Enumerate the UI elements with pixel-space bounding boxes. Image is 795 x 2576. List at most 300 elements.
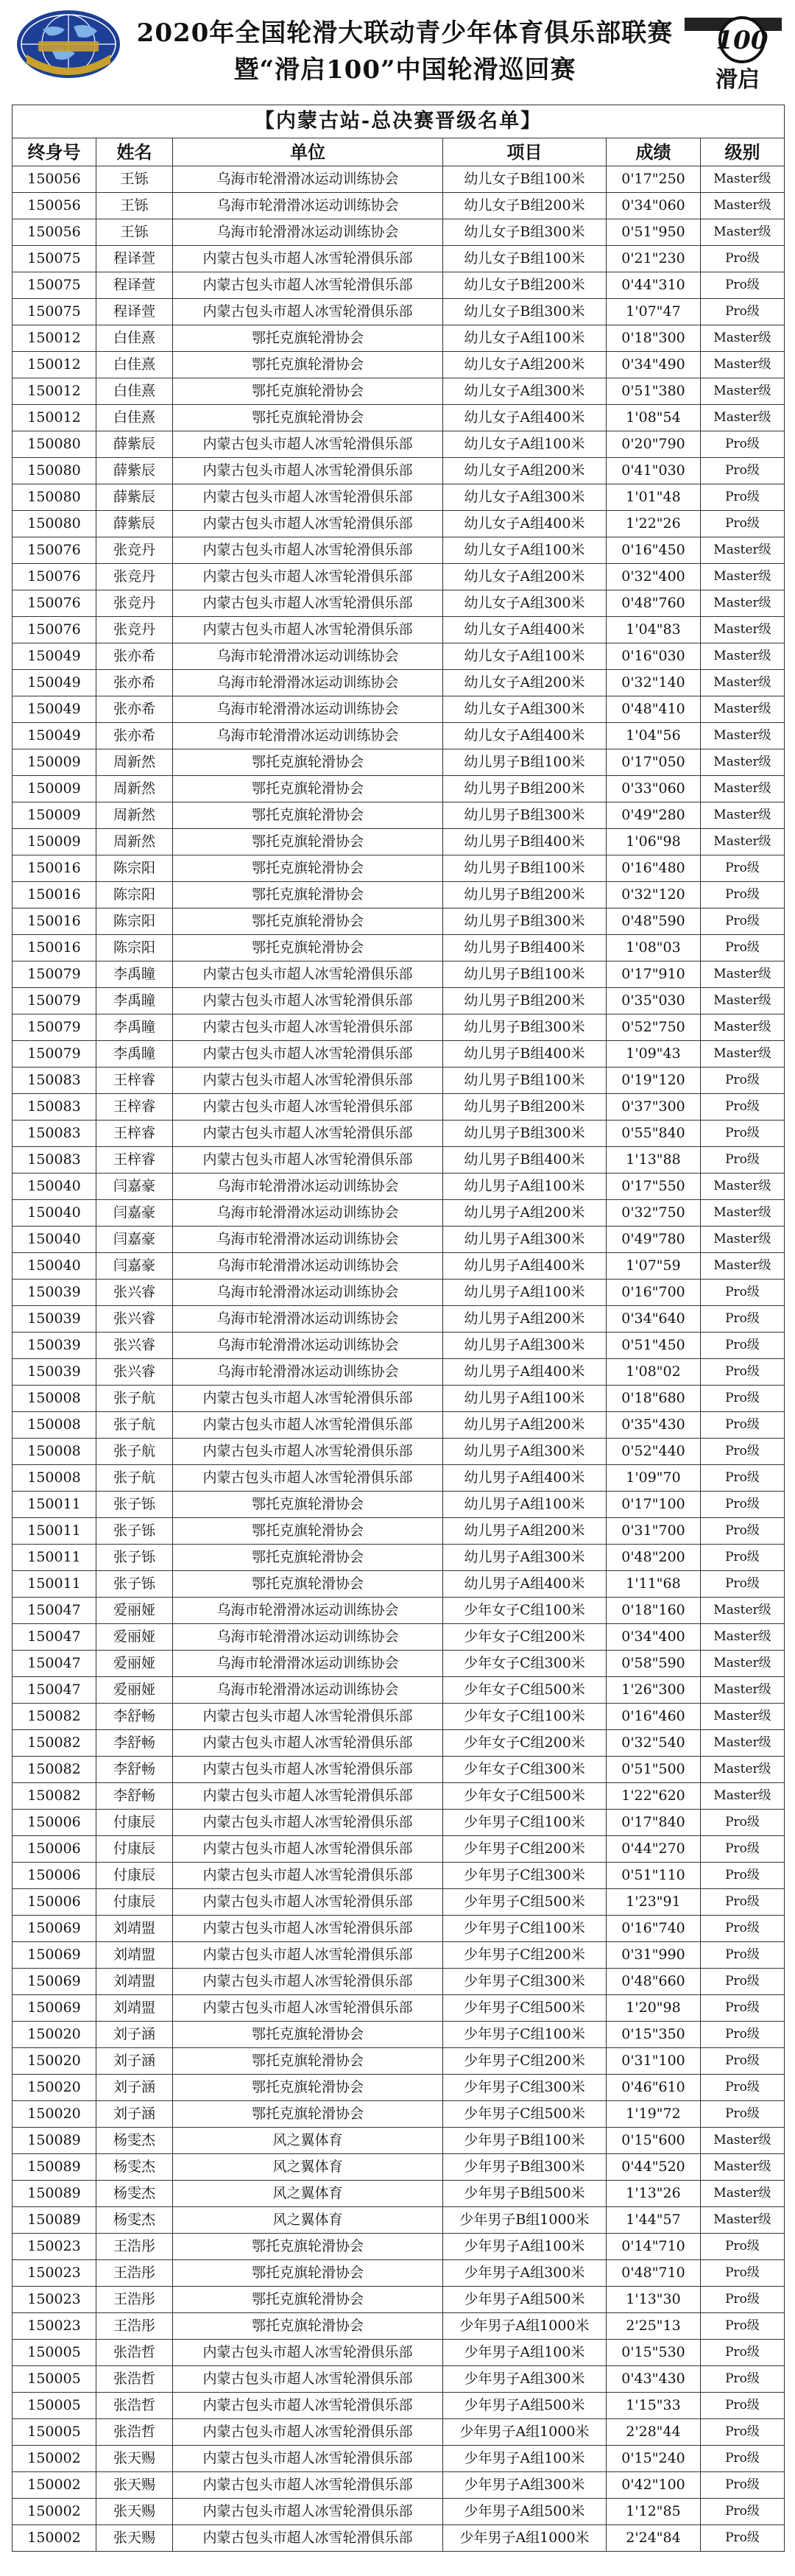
table-row xyxy=(13,2075,785,2101)
cell-level: Pro级 xyxy=(701,1995,785,2022)
cell-unit: 鄂托克旗轮滑协会 xyxy=(173,2260,443,2287)
cell-id: 150012 xyxy=(13,405,96,431)
cell-result: 0'44"310 xyxy=(607,272,701,299)
cell-name: 张竞丹 xyxy=(96,564,173,590)
cell-id: 150089 xyxy=(13,2207,96,2234)
cell-unit: 乌海市轮滑滑冰运动训练协会 xyxy=(173,193,443,219)
table-row xyxy=(13,1306,785,1333)
cell-id: 150079 xyxy=(13,961,96,988)
cell-id: 150011 xyxy=(13,1492,96,1518)
cell-result: 1'06"98 xyxy=(607,829,701,855)
cell-event: 幼儿女子A组400米 xyxy=(443,405,607,431)
cell-unit: 内蒙古包头市超人冰雪轮滑俱乐部 xyxy=(173,961,443,988)
cell-name: 李舒畅 xyxy=(96,1730,173,1757)
cell-id: 150008 xyxy=(13,1465,96,1492)
table-row xyxy=(13,1041,785,1068)
cell-result: 2'25"13 xyxy=(607,2313,701,2340)
cell-level: Master级 xyxy=(701,696,785,723)
cell-name: 付康辰 xyxy=(96,1836,173,1863)
cell-id: 150005 xyxy=(13,2393,96,2419)
cell-name: 张天赐 xyxy=(96,2525,173,2552)
cell-id: 150040 xyxy=(13,1174,96,1200)
cell-id: 150006 xyxy=(13,1889,96,1916)
cell-name: 张亦希 xyxy=(96,696,173,723)
table-row xyxy=(13,1783,785,1810)
table-row xyxy=(13,935,785,961)
cell-event: 少年男子C组100米 xyxy=(443,2022,607,2048)
cell-id: 150056 xyxy=(13,166,96,193)
cell-event: 少年男子A组1000米 xyxy=(443,2313,607,2340)
cell-name: 王浩彤 xyxy=(96,2234,173,2260)
cell-result: 0'19"120 xyxy=(607,1068,701,1094)
cell-id: 150056 xyxy=(13,219,96,246)
cell-name: 李禹瞳 xyxy=(96,1014,173,1041)
cell-id: 150069 xyxy=(13,1969,96,1995)
cell-id: 150002 xyxy=(13,2472,96,2499)
cell-result: 0'32"750 xyxy=(607,1200,701,1227)
cell-unit: 乌海市轮滑滑冰运动训练协会 xyxy=(173,1306,443,1333)
cell-id: 150083 xyxy=(13,1121,96,1147)
cell-name: 白佳熹 xyxy=(96,378,173,405)
cell-unit: 内蒙古包头市超人冰雪轮滑俱乐部 xyxy=(173,2525,443,2552)
cell-name: 张亦希 xyxy=(96,643,173,670)
table-row xyxy=(13,1253,785,1280)
cell-unit: 鄂托克旗轮滑协会 xyxy=(173,1545,443,1571)
cell-id: 150080 xyxy=(13,431,96,458)
cell-id: 150075 xyxy=(13,246,96,272)
cell-result: 0'31"100 xyxy=(607,2048,701,2075)
cell-event: 幼儿女子A组200米 xyxy=(443,352,607,378)
cell-unit: 内蒙古包头市超人冰雪轮滑俱乐部 xyxy=(173,2499,443,2525)
cell-result: 0'49"780 xyxy=(607,1227,701,1253)
cell-unit: 内蒙古包头市超人冰雪轮滑俱乐部 xyxy=(173,1068,443,1094)
table-row xyxy=(13,670,785,696)
cell-name: 王梓睿 xyxy=(96,1094,173,1121)
cell-id: 150006 xyxy=(13,1863,96,1889)
cell-level: Pro级 xyxy=(701,1916,785,1942)
cell-event: 幼儿男子B组200米 xyxy=(443,882,607,908)
cell-event: 幼儿女子A组200米 xyxy=(443,458,607,484)
cell-result: 1'11"68 xyxy=(607,1571,701,1598)
table-row xyxy=(13,2181,785,2207)
cell-result: 1'04"56 xyxy=(607,723,701,749)
cell-name: 张亦希 xyxy=(96,723,173,749)
cell-id: 150016 xyxy=(13,855,96,882)
cell-level: Pro级 xyxy=(701,1147,785,1174)
cell-event: 少年男子C组500米 xyxy=(443,1889,607,1916)
cell-event: 幼儿男子A组400米 xyxy=(443,1253,607,1280)
cell-result: 1'01"48 xyxy=(607,484,701,511)
cell-level: Pro级 xyxy=(701,2525,785,2552)
cell-level: Pro级 xyxy=(701,2472,785,2499)
cell-event: 少年男子C组200米 xyxy=(443,1836,607,1863)
cell-id: 150080 xyxy=(13,484,96,511)
table-row xyxy=(13,1624,785,1651)
cell-name: 张子铄 xyxy=(96,1518,173,1545)
cell-result: 0'35"430 xyxy=(607,1412,701,1439)
cell-level: Master级 xyxy=(701,643,785,670)
cell-event: 少年女子C组500米 xyxy=(443,1677,607,1704)
table-row xyxy=(13,1757,785,1783)
cell-result: 0'52"440 xyxy=(607,1439,701,1465)
cell-name: 周新然 xyxy=(96,802,173,829)
cell-result: 0'44"270 xyxy=(607,1836,701,1863)
cell-level: Master级 xyxy=(701,670,785,696)
cell-result: 1'26"300 xyxy=(607,1677,701,1704)
cell-event: 少年男子A组100米 xyxy=(443,2446,607,2472)
cell-id: 150079 xyxy=(13,1014,96,1041)
cell-event: 少年男子A组300米 xyxy=(443,2260,607,2287)
cell-level: Pro级 xyxy=(701,1863,785,1889)
cell-id: 150002 xyxy=(13,2525,96,2552)
cell-unit: 乌海市轮滑滑冰运动训练协会 xyxy=(173,1651,443,1677)
cell-id: 150023 xyxy=(13,2260,96,2287)
cell-name: 刘子涵 xyxy=(96,2101,173,2128)
cell-name: 刘子涵 xyxy=(96,2075,173,2101)
cell-unit: 风之翼体育 xyxy=(173,2154,443,2181)
cell-unit: 内蒙古包头市超人冰雪轮滑俱乐部 xyxy=(173,1014,443,1041)
cell-name: 闫嘉豪 xyxy=(96,1200,173,1227)
cell-event: 少年男子C组200米 xyxy=(443,1942,607,1969)
cell-event: 幼儿男子A组400米 xyxy=(443,1571,607,1598)
table-row xyxy=(13,193,785,219)
qualifier-table-wrapper xyxy=(12,105,784,2552)
cell-level: Master级 xyxy=(701,405,785,431)
cell-event: 幼儿女子B组300米 xyxy=(443,299,607,325)
cell-unit: 内蒙古包头市超人冰雪轮滑俱乐部 xyxy=(173,1439,443,1465)
cell-unit: 内蒙古包头市超人冰雪轮滑俱乐部 xyxy=(173,1121,443,1147)
cell-result: 1'09"70 xyxy=(607,1465,701,1492)
cell-result: 0'48"410 xyxy=(607,696,701,723)
cell-result: 0'44"520 xyxy=(607,2154,701,2181)
cell-event: 少年女子C组100米 xyxy=(443,1598,607,1624)
cell-name: 张兴睿 xyxy=(96,1280,173,1306)
cell-result: 1'08"02 xyxy=(607,1359,701,1386)
table-row xyxy=(13,1280,785,1306)
cell-unit: 鄂托克旗轮滑协会 xyxy=(173,2234,443,2260)
cell-name: 闫嘉豪 xyxy=(96,1227,173,1253)
cell-event: 幼儿女子A组300米 xyxy=(443,484,607,511)
cell-level: Pro级 xyxy=(701,1969,785,1995)
cell-level: Pro级 xyxy=(701,1121,785,1147)
cell-name: 爱丽娅 xyxy=(96,1598,173,1624)
cell-result: 0'35"030 xyxy=(607,988,701,1014)
cell-level: Pro级 xyxy=(701,2313,785,2340)
table-row xyxy=(13,2419,785,2446)
cell-event: 少年男子A组500米 xyxy=(443,2287,607,2313)
cell-id: 150016 xyxy=(13,935,96,961)
cell-result: 0'16"700 xyxy=(607,1280,701,1306)
cell-level: Master级 xyxy=(701,590,785,617)
cell-id: 150040 xyxy=(13,1227,96,1253)
cell-level: Pro级 xyxy=(701,2393,785,2419)
table-row xyxy=(13,2048,785,2075)
table-row xyxy=(13,219,785,246)
cell-result: 0'16"460 xyxy=(607,1704,701,1730)
cell-event: 幼儿男子B组300米 xyxy=(443,908,607,935)
table-row xyxy=(13,2340,785,2366)
table-row xyxy=(13,2260,785,2287)
cell-id: 150039 xyxy=(13,1359,96,1386)
cell-name: 王铄 xyxy=(96,166,173,193)
cell-unit: 内蒙古包头市超人冰雪轮滑俱乐部 xyxy=(173,2472,443,2499)
cell-name: 陈宗阳 xyxy=(96,882,173,908)
cell-unit: 内蒙古包头市超人冰雪轮滑俱乐部 xyxy=(173,1995,443,2022)
cell-unit: 内蒙古包头市超人冰雪轮滑俱乐部 xyxy=(173,1783,443,1810)
cell-level: Master级 xyxy=(701,1200,785,1227)
cell-result: 0'17"550 xyxy=(607,1174,701,1200)
cell-result: 0'31"700 xyxy=(607,1518,701,1545)
cell-id: 150079 xyxy=(13,1041,96,1068)
cell-id: 150005 xyxy=(13,2366,96,2393)
cell-event: 少年男子A组100米 xyxy=(443,2340,607,2366)
table-row xyxy=(13,1147,785,1174)
cell-level: Master级 xyxy=(701,166,785,193)
table-row xyxy=(13,1810,785,1836)
cell-unit: 乌海市轮滑滑冰运动训练协会 xyxy=(173,643,443,670)
document-header xyxy=(0,0,795,105)
cell-unit: 鄂托克旗轮滑协会 xyxy=(173,2075,443,2101)
cell-name: 张子航 xyxy=(96,1465,173,1492)
cell-id: 150039 xyxy=(13,1306,96,1333)
cell-event: 少年男子A组500米 xyxy=(443,2393,607,2419)
cell-result: 0'52"750 xyxy=(607,1014,701,1041)
table-row xyxy=(13,564,785,590)
cell-id: 150023 xyxy=(13,2313,96,2340)
federation-globe-logo xyxy=(13,7,124,87)
cell-event: 幼儿男子B组200米 xyxy=(443,988,607,1014)
cell-unit: 乌海市轮滑滑冰运动训练协会 xyxy=(173,1253,443,1280)
cell-result: 0'17"100 xyxy=(607,1492,701,1518)
cell-event: 幼儿女子A组100米 xyxy=(443,431,607,458)
table-row xyxy=(13,1465,785,1492)
cell-id: 150082 xyxy=(13,1783,96,1810)
cell-unit: 鄂托克旗轮滑协会 xyxy=(173,829,443,855)
cell-unit: 乌海市轮滑滑冰运动训练协会 xyxy=(173,1598,443,1624)
column-header-row xyxy=(13,138,785,166)
cell-event: 少年男子C组300米 xyxy=(443,1863,607,1889)
cell-name: 张亦希 xyxy=(96,670,173,696)
cell-id: 150023 xyxy=(13,2287,96,2313)
cell-result: 1'04"83 xyxy=(607,617,701,643)
cell-result: 0'17"840 xyxy=(607,1810,701,1836)
table-row xyxy=(13,1995,785,2022)
cell-level: Pro级 xyxy=(701,2075,785,2101)
table-row xyxy=(13,1518,785,1545)
cell-name: 张竞丹 xyxy=(96,617,173,643)
cell-name: 王梓睿 xyxy=(96,1147,173,1174)
cell-level: Pro级 xyxy=(701,1412,785,1439)
cell-id: 150011 xyxy=(13,1545,96,1571)
cell-level: Pro级 xyxy=(701,1889,785,1916)
cell-unit: 乌海市轮滑滑冰运动训练协会 xyxy=(173,1333,443,1359)
cell-id: 150016 xyxy=(13,882,96,908)
document-subtitle: 暨“滑启100”中国轮滑巡回赛 xyxy=(233,55,576,85)
cell-result: 0'32"400 xyxy=(607,564,701,590)
table-row xyxy=(13,749,785,776)
cell-unit: 鄂托克旗轮滑协会 xyxy=(173,882,443,908)
cell-name: 周新然 xyxy=(96,829,173,855)
cell-event: 幼儿女子B组100米 xyxy=(443,246,607,272)
cell-level: Pro级 xyxy=(701,1306,785,1333)
cell-level: Pro级 xyxy=(701,2419,785,2446)
cell-name: 张天赐 xyxy=(96,2472,173,2499)
cell-id: 150069 xyxy=(13,1995,96,2022)
cell-unit: 鄂托克旗轮滑协会 xyxy=(173,2022,443,2048)
cell-unit: 鄂托克旗轮滑协会 xyxy=(173,802,443,829)
cell-id: 150039 xyxy=(13,1333,96,1359)
cell-unit: 内蒙古包头市超人冰雪轮滑俱乐部 xyxy=(173,272,443,299)
cell-result: 1'07"59 xyxy=(607,1253,701,1280)
logo-text: 滑启 xyxy=(716,67,760,93)
cell-result: 1'23"91 xyxy=(607,1889,701,1916)
cell-result: 0'37"300 xyxy=(607,1094,701,1121)
cell-level: Pro级 xyxy=(701,2340,785,2366)
cell-level: Master级 xyxy=(701,1651,785,1677)
table-body xyxy=(13,166,785,2552)
cell-level: Pro级 xyxy=(701,272,785,299)
cell-unit: 内蒙古包头市超人冰雪轮滑俱乐部 xyxy=(173,2366,443,2393)
cell-id: 150080 xyxy=(13,458,96,484)
cell-level: Pro级 xyxy=(701,1439,785,1465)
cell-unit: 乌海市轮滑滑冰运动训练协会 xyxy=(173,1200,443,1227)
cell-name: 陈宗阳 xyxy=(96,855,173,882)
cell-event: 少年男子C组100米 xyxy=(443,1810,607,1836)
cell-name: 刘靖盟 xyxy=(96,1995,173,2022)
table-row xyxy=(13,2101,785,2128)
table-row xyxy=(13,1598,785,1624)
cell-id: 150002 xyxy=(13,2446,96,2472)
cell-name: 周新然 xyxy=(96,776,173,802)
cell-result: 1'07"47 xyxy=(607,299,701,325)
cell-unit: 鄂托克旗轮滑协会 xyxy=(173,1518,443,1545)
cell-unit: 乌海市轮滑滑冰运动训练协会 xyxy=(173,219,443,246)
cell-result: 0'32"140 xyxy=(607,670,701,696)
cell-level: Pro级 xyxy=(701,1280,785,1306)
cell-event: 幼儿男子A组400米 xyxy=(443,1465,607,1492)
table-row xyxy=(13,776,785,802)
cell-id: 150083 xyxy=(13,1068,96,1094)
cell-name: 王梓睿 xyxy=(96,1121,173,1147)
cell-result: 0'16"450 xyxy=(607,537,701,564)
cell-level: Master级 xyxy=(701,961,785,988)
cell-name: 杨雯杰 xyxy=(96,2154,173,2181)
cell-unit: 乌海市轮滑滑冰运动训练协会 xyxy=(173,1624,443,1651)
cell-unit: 内蒙古包头市超人冰雪轮滑俱乐部 xyxy=(173,1757,443,1783)
cell-name: 王浩彤 xyxy=(96,2260,173,2287)
cell-level: Pro级 xyxy=(701,1836,785,1863)
cell-event: 幼儿男子B组300米 xyxy=(443,1121,607,1147)
cell-id: 150075 xyxy=(13,272,96,299)
cell-result: 0'42"100 xyxy=(607,2472,701,2499)
cell-id: 150005 xyxy=(13,2419,96,2446)
cell-unit: 内蒙古包头市超人冰雪轮滑俱乐部 xyxy=(173,2446,443,2472)
cell-name: 薛紫辰 xyxy=(96,431,173,458)
cell-level: Master级 xyxy=(701,219,785,246)
cell-result: 0'16"740 xyxy=(607,1916,701,1942)
table-row xyxy=(13,696,785,723)
table-row xyxy=(13,1174,785,1200)
logo-number: 100 xyxy=(716,26,768,55)
table-row xyxy=(13,405,785,431)
table-row xyxy=(13,1094,785,1121)
cell-result: 1'12"85 xyxy=(607,2499,701,2525)
cell-result: 0'34"490 xyxy=(607,352,701,378)
cell-event: 幼儿男子A组100米 xyxy=(443,1174,607,1200)
cell-level: Pro级 xyxy=(701,2260,785,2287)
cell-unit: 内蒙古包头市超人冰雪轮滑俱乐部 xyxy=(173,537,443,564)
cell-name: 刘靖盟 xyxy=(96,1969,173,1995)
cell-unit: 内蒙古包头市超人冰雪轮滑俱乐部 xyxy=(173,2419,443,2446)
table-row xyxy=(13,2525,785,2552)
cell-event: 幼儿男子A组300米 xyxy=(443,1439,607,1465)
cell-level: Pro级 xyxy=(701,1094,785,1121)
cell-result: 0'48"660 xyxy=(607,1969,701,1995)
cell-level: Pro级 xyxy=(701,1359,785,1386)
skating-100-logo xyxy=(685,10,782,93)
cell-result: 0'51"380 xyxy=(607,378,701,405)
cell-event: 少年男子A组300米 xyxy=(443,2472,607,2499)
cell-event: 幼儿女子B组300米 xyxy=(443,219,607,246)
cell-result: 0'16"030 xyxy=(607,643,701,670)
cell-name: 张子铄 xyxy=(96,1492,173,1518)
cell-id: 150069 xyxy=(13,1942,96,1969)
cell-level: Master级 xyxy=(701,537,785,564)
cell-name: 李禹瞳 xyxy=(96,988,173,1014)
cell-event: 少年男子A组1000米 xyxy=(443,2525,607,2552)
cell-event: 幼儿男子B组300米 xyxy=(443,1014,607,1041)
cell-unit: 内蒙古包头市超人冰雪轮滑俱乐部 xyxy=(173,1810,443,1836)
cell-level: Pro级 xyxy=(701,908,785,935)
cell-event: 少年男子B组500米 xyxy=(443,2181,607,2207)
cell-event: 幼儿女子A组200米 xyxy=(443,670,607,696)
qualifier-table xyxy=(12,105,785,2552)
cell-level: Pro级 xyxy=(701,1465,785,1492)
cell-result: 1'44"57 xyxy=(607,2207,701,2234)
cell-level: Pro级 xyxy=(701,855,785,882)
table-row xyxy=(13,1545,785,1571)
cell-name: 爱丽娅 xyxy=(96,1624,173,1651)
cell-name: 张浩哲 xyxy=(96,2393,173,2419)
cell-unit: 内蒙古包头市超人冰雪轮滑俱乐部 xyxy=(173,1386,443,1412)
cell-result: 0'51"500 xyxy=(607,1757,701,1783)
cell-level: Master级 xyxy=(701,1757,785,1783)
cell-id: 150056 xyxy=(13,193,96,219)
cell-name: 付康辰 xyxy=(96,1889,173,1916)
cell-result: 0'51"950 xyxy=(607,219,701,246)
cell-unit: 鄂托克旗轮滑协会 xyxy=(173,352,443,378)
cell-id: 150047 xyxy=(13,1677,96,1704)
table-row xyxy=(13,1200,785,1227)
table-row xyxy=(13,1889,785,1916)
cell-result: 0'48"710 xyxy=(607,2260,701,2287)
cell-unit: 内蒙古包头市超人冰雪轮滑俱乐部 xyxy=(173,1465,443,1492)
cell-result: 0'32"540 xyxy=(607,1730,701,1757)
cell-event: 幼儿男子B组400米 xyxy=(443,935,607,961)
cell-name: 闫嘉豪 xyxy=(96,1174,173,1200)
cell-unit: 鄂托克旗轮滑协会 xyxy=(173,405,443,431)
title-block xyxy=(125,15,685,88)
cell-name: 张子航 xyxy=(96,1439,173,1465)
cell-name: 张浩哲 xyxy=(96,2419,173,2446)
cell-level: Pro级 xyxy=(701,2048,785,2075)
cell-id: 150020 xyxy=(13,2048,96,2075)
table-row xyxy=(13,2154,785,2181)
cell-id: 150002 xyxy=(13,2499,96,2525)
cell-name: 程译萱 xyxy=(96,299,173,325)
cell-name: 杨雯杰 xyxy=(96,2128,173,2154)
cell-level: Master级 xyxy=(701,2207,785,2234)
